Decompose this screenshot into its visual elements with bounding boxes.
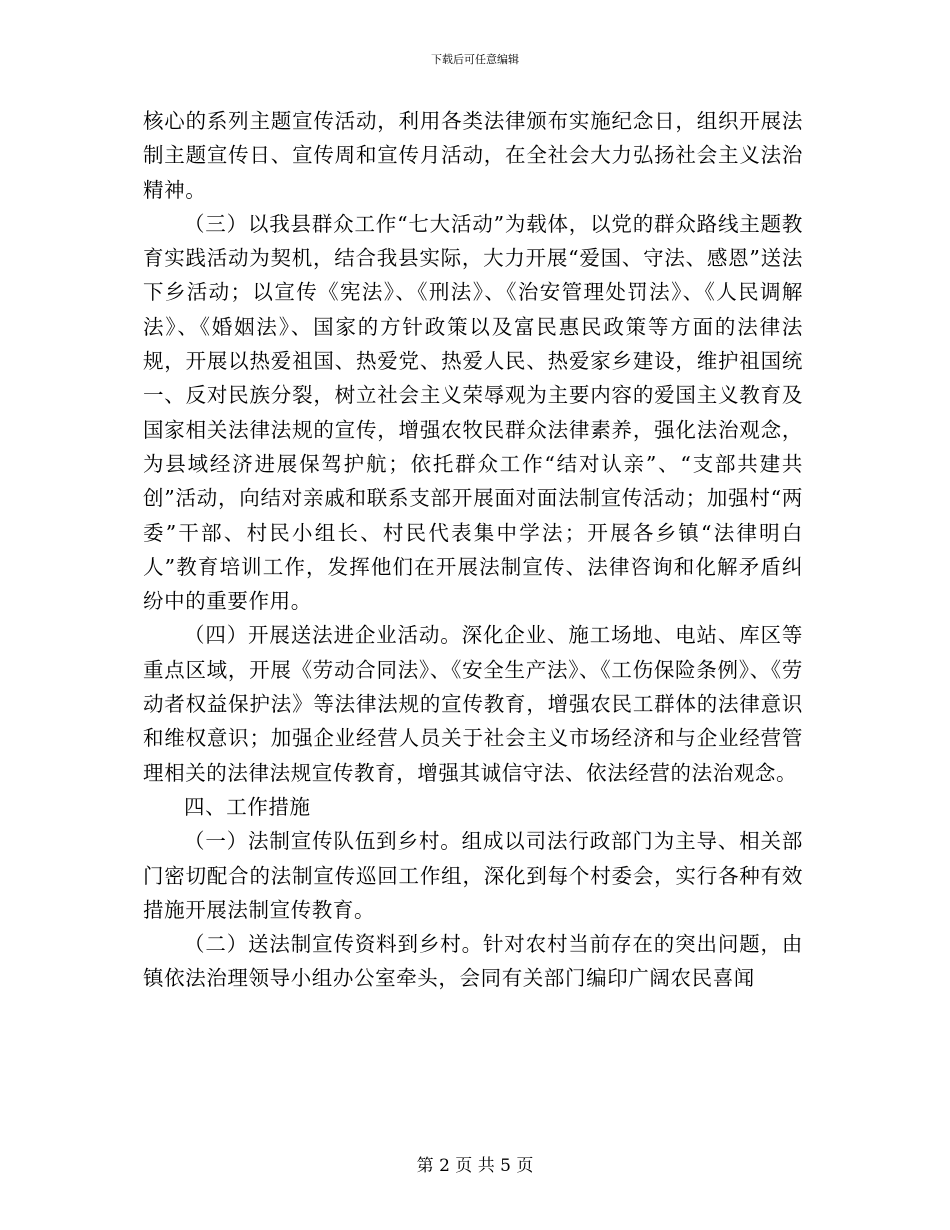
paragraph-2: （三）以我县群众工作“七大活动”为载体，以党的群众路线主题教育实践活动为契机，结合我县实际，大力开展“爱国、守法、感恩”送法下乡活动；以宣传《宪法》、《刑法》、《治安管理处罚法》、《人民调解法》、《婚姻法》、国家的方针政策以及富民惠民政策等方面的法律法规，开展以热爱祖国、热爱党、热爱人民、热爱家乡建设，维护祖国统一、反对民族分裂，树立社会主义荣辱观为主要内容的爱国主义教育及国家相关法律法规的宣传，增强农牧民群众法律素养，强化法治观念，为县域经济进展保驾护航；依托群众工作“结对认亲”、“支部共建共创”活动，向结对亲戚和联系支部开展面对面法制宣传活动；加强村“两委”干部、村民小组长、村民代表集中学法；开展各乡镇“法律明白人”教育培训工作，发挥他们在开展法制宣传、法律咨询和化解矛盾纠纷中的重要作用。 xyxy=(143,211,803,614)
paragraph-4: （一）法制宣传队伍到乡村。组成以司法行政部门为主导、相关部门密切配合的法制宣传巡回工作组，深化到每个村委会，实行各种有效措施开展法制宣传教育。 xyxy=(143,829,803,922)
page-footer: 第 2 页 共 5 页 xyxy=(416,1156,534,1176)
page-header: 下载后可任意编辑 xyxy=(431,53,519,66)
section-heading: 四、工作措施 xyxy=(184,794,311,819)
paragraph-3: （四）开展送法进企业活动。深化企业、施工场地、电站、库区等重点区域，开展《劳动合同法》、《安全生产法》、《工伤保险条例》、《劳动者权益保护法》等法律法规的宣传教育，增强农民工群体的法律意识和维权意识；加强企业经营人员关于社会主义市场经济和与企业经营管理相关的法律法规宣传教育，增强其诚信守法、依法经营的法治观念。 xyxy=(143,623,803,785)
paragraph-1: 核心的系列主题宣传活动，利用各类法律颁布实施纪念日，组织开展法制主题宣传日、宣传周和宣传月活动，在全社会大力弘扬社会主义法治精神。 xyxy=(143,109,803,202)
paragraph-5: （二）送法制宣传资料到乡村。针对农村当前存在的突出问题，由镇依法治理领导小组办公室牵头，会同有关部门编印广阔农民喜闻 xyxy=(143,932,803,991)
document-body xyxy=(143,104,803,996)
